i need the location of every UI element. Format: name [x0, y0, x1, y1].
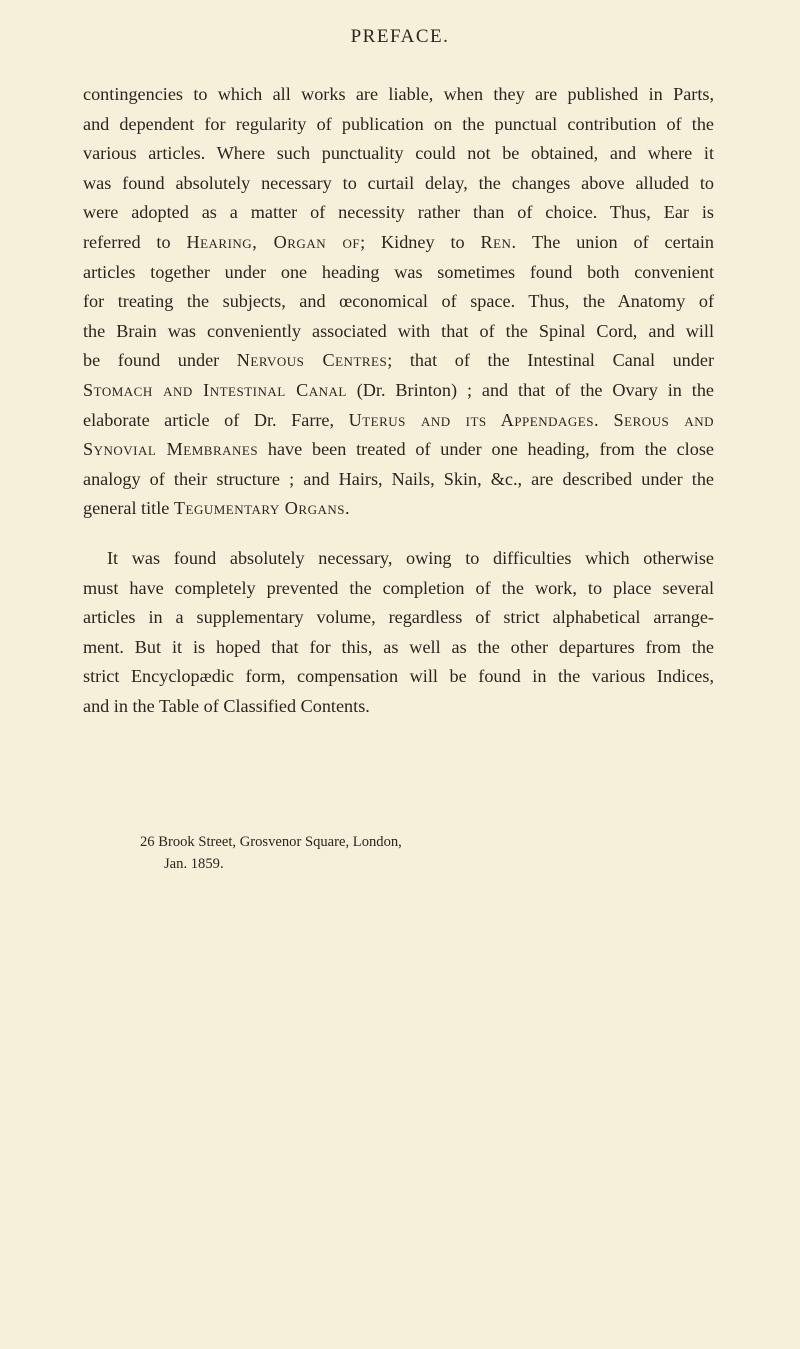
text-line	[83, 80, 714, 110]
text-run: articles together under one heading was sometimes found both convenient	[83, 261, 714, 282]
text-line	[83, 692, 714, 722]
text-run: ; Kidney to	[360, 231, 481, 252]
text-line	[83, 198, 714, 228]
paragraph-1	[83, 80, 714, 524]
text-line	[83, 287, 714, 317]
text-line	[83, 258, 714, 288]
text-run: and dependent for regularity of publication on the punctual contribution of the	[83, 113, 714, 134]
cross-reference: Synovial Membranes	[83, 439, 259, 460]
text-run: for treating the subjects, and œconomical of space. Thus, the Anatomy of	[83, 291, 714, 312]
text-run: be found under	[83, 350, 237, 371]
signoff	[140, 831, 402, 875]
signoff-address: 26 Brook Street, Grosvenor Square, London,	[140, 834, 402, 850]
text-run: were adopted as a matter of necessity rather than of choice. Thus, Ear is	[83, 202, 714, 223]
text-line	[83, 317, 714, 347]
text-run: referred to	[83, 231, 187, 252]
text-run: and in the Table of Classified Contents.	[83, 695, 370, 716]
text-line	[83, 169, 714, 199]
text-run: have been treated of under one heading, from the close	[258, 439, 714, 460]
text-line	[83, 228, 714, 258]
text-line	[83, 662, 714, 692]
text-line	[83, 633, 714, 663]
text-run: various articles. Where such punctuality could not be obtained, and where it	[83, 143, 714, 164]
cross-reference: Ren.	[480, 231, 517, 252]
text-run	[599, 410, 614, 430]
text-line	[83, 346, 714, 376]
cross-reference: Stomach and Intestinal Canal	[83, 379, 347, 400]
text-run: must have completely prevented the completion of the work, to place several	[83, 577, 714, 598]
text-line	[83, 435, 714, 465]
text-line	[83, 376, 714, 406]
text-line	[83, 544, 714, 574]
text-run: the Brain was conveniently associated with that of the Spinal Cord, and will	[83, 320, 714, 341]
cross-reference: Hearing, Organ of	[186, 231, 361, 252]
text-run: It was found absolutely necessary, owing to difficulties which otherwise	[107, 547, 714, 568]
text-run: strict Encyclopædic form, compensation will be found in the various Indices,	[83, 666, 714, 687]
text-run: articles in a supplementary volume, regardless of strict alphabetical arrange-	[83, 607, 714, 628]
cross-reference: Nervous Centres	[236, 350, 388, 371]
cross-reference: Serous and	[613, 409, 714, 430]
text-line	[83, 603, 714, 633]
text-line	[83, 139, 714, 169]
paragraph-2	[83, 544, 714, 722]
cross-reference: Uterus and its Appendages.	[348, 409, 599, 430]
text-line	[83, 110, 714, 140]
text-line	[83, 406, 714, 436]
text-run: ; that of the Intestinal Canal under	[387, 350, 714, 371]
running-head: PREFACE.	[350, 26, 450, 47]
body-text	[83, 80, 714, 721]
text-run: general title	[83, 498, 174, 519]
text-run: (Dr. Brinton) ; and that of the Ovary in the	[346, 379, 714, 400]
text-run: contingencies to which all works are liable, when they are published in Parts,	[83, 84, 714, 104]
text-run: was found absolutely necessary to curtail delay, the changes above alluded to	[83, 172, 714, 193]
text-run: elaborate article of Dr. Farre,	[83, 409, 349, 430]
text-line	[83, 494, 714, 524]
signoff-date: Jan. 1859.	[164, 856, 224, 872]
cross-reference: Tegumentary Organs.	[173, 498, 351, 519]
text-run: The union of certain	[516, 231, 715, 252]
text-line	[83, 574, 714, 604]
text-run: ment. But it is hoped that for this, as well as the other departures from the	[83, 636, 714, 657]
text-line	[83, 465, 714, 495]
text-run: analogy of their structure ; and Hairs, Nails, Skin, &c., are described under the	[83, 468, 714, 489]
